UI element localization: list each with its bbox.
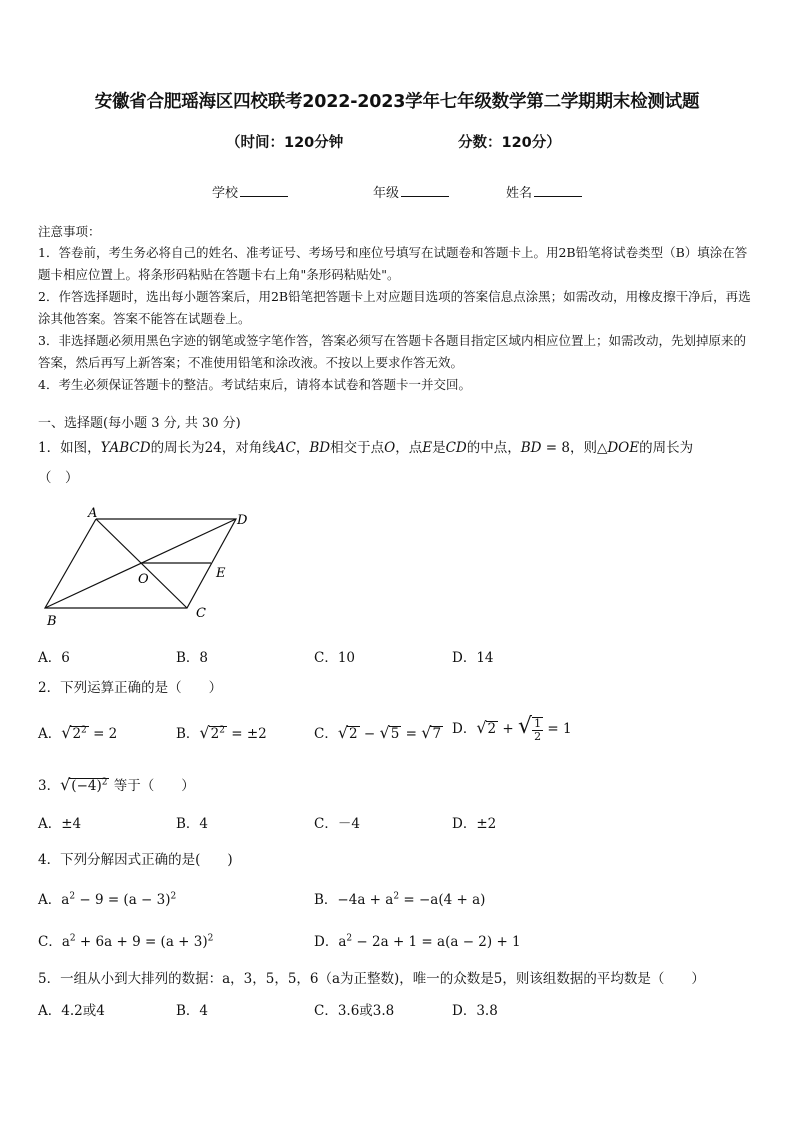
school-label: 学校 [212, 186, 239, 201]
name-blank[interactable] [534, 184, 582, 197]
parallelogram-figure [40, 505, 270, 630]
q1-text: 的中点， [466, 440, 521, 456]
q2-option-label: A． [38, 726, 62, 742]
q1-text: 1．如图， [38, 440, 101, 456]
exam-title: 安徽省合肥瑶海区四校联考2022-2023学年七年级数学第二学期期末检测试题 [94, 92, 700, 112]
q2-option-c[interactable]: C．√2 − √5 = √7 [314, 723, 442, 742]
q4-option-a[interactable]: A．$a^2 - 9 = (a - 3)^2$ [38, 891, 177, 908]
label-b: B [47, 614, 57, 629]
question-1-stem: 1．如图，ΥABCD的周长为24，对角线AC，BD相交于点O，点E是CD的中点，BD = 8，则△DOE的周长为 [38, 440, 694, 456]
q2-option-b[interactable]: B．$√2^2 = \pm 2$ [176, 723, 267, 742]
q2-option-label: C． [314, 726, 338, 742]
q2-option-label: D． [452, 721, 477, 737]
q4-option-label: D． [314, 934, 339, 950]
name-label: 姓名 [506, 186, 533, 201]
q3-option-b[interactable]: B．4 [176, 816, 209, 832]
exam-score: 分数：120分） [458, 135, 561, 151]
q1-option-a[interactable]: A．6 [38, 650, 70, 666]
q4-option-b[interactable]: B．$-4a + a^2 = -a(4 + a)$ [314, 891, 486, 908]
q2-option-d[interactable]: D．√2 + √ $\frac{1}{2}$ = 1 [452, 714, 572, 743]
grade-label: 年级 [373, 186, 400, 201]
label-e: E [216, 566, 226, 581]
q3-text: 等于（ ） [113, 778, 195, 794]
label-a: A [88, 506, 98, 521]
q4-option-label: C． [38, 934, 62, 950]
notice-item-4: 4．考生必须保证答题卡的整洁。考试结束后，请将本试卷和答题卡一并交回。 [38, 377, 471, 392]
notice-item-3: 3．非选择题必须用黑色字迹的钢笔或签字笔作答，答案必须写在答题卡各题目指定区域内相应位置上；如需改动，先划掉原来的答案，然后再写上新答案；不准使用铅笔和涂改液。不按以上要求作答无效。 [38, 333, 746, 370]
question-3-stem: 3．$√(-4)^2$ 等于（ ） [38, 775, 195, 794]
school-blank[interactable] [240, 184, 288, 197]
notice-heading: 注意事项： [38, 224, 101, 239]
school-field [212, 182, 288, 201]
q1-text: ，则 [569, 440, 597, 456]
q1-text: 是 [432, 440, 446, 456]
q1-option-d[interactable]: D．14 [452, 650, 494, 666]
question-5-stem: 5．一组从小到大排列的数据：a，3，5，5，6（a为正整数)，唯一的众数是5，则该组数据的平均数是（ ） [38, 971, 705, 987]
question-1-blank: （ ） [38, 470, 79, 486]
q5-option-a[interactable]: A．4.2或4 [38, 1003, 105, 1019]
q5-option-b[interactable]: B．4 [176, 1003, 209, 1019]
q1-text: 的周长为 [150, 440, 205, 456]
label-c: C [196, 606, 206, 621]
q5-option-c[interactable]: C．3.6或3.8 [314, 1003, 395, 1019]
grade-blank[interactable] [401, 184, 449, 197]
q1-option-b[interactable]: B．8 [176, 650, 209, 666]
q4-option-c[interactable]: C．$a^2 + 6a + 9 = (a + 3)^2$ [38, 933, 214, 950]
grade-field [373, 182, 449, 201]
q3-option-d[interactable]: D．±2 [452, 816, 497, 832]
question-2-stem: 2．下列运算正确的是（ ） [38, 680, 223, 696]
q1-text: 的周长为 [639, 440, 694, 456]
q2-option-label: B． [176, 726, 200, 742]
q3-option-a[interactable]: A．±4 [38, 816, 82, 832]
q1-text: 相交于点 [330, 440, 385, 456]
q2-option-a[interactable]: A．$√2^2 = 2$ [38, 723, 118, 742]
q1-number: 24 [204, 440, 222, 456]
exam-time: （时间：120分钟 [226, 135, 344, 151]
q4-option-d[interactable]: D．$a^2 - 2a + 1 = a(a - 2) + 1$ [314, 933, 521, 950]
question-4-stem: 4．下列分解因式正确的是( ) [38, 852, 233, 868]
q1-text: ，对角线 [221, 440, 276, 456]
notice-item-1: 1．答卷前，考生务必将自己的姓名、准考证号、考场号和座位号填写在试题卷和答题卡上。用2B铅笔将试卷类型（B）填涂在答题卡相应位置上。将条形码粘贴在答题卡右上角"条形码粘贴处"。 [38, 245, 748, 282]
name-field [506, 182, 582, 201]
q1-option-c[interactable]: C．10 [314, 650, 356, 666]
q1-text: ，点 [395, 440, 423, 456]
label-d: D [237, 513, 248, 528]
label-o: O [138, 572, 149, 587]
q4-option-label: A． [38, 892, 62, 908]
section-heading: 一、选择题(每小题 3 分, 共 30 分) [38, 416, 241, 431]
q3-option-c[interactable]: C．－4 [314, 816, 360, 832]
q5-option-d[interactable]: D．3.8 [452, 1003, 498, 1019]
notice-item-2: 2．作答选择题时，选出每小题答案后，用2B铅笔把答题卡上对应题目选项的答案信息点涂黑；如需改动，用橡皮擦干净后，再选涂其他答案。答案不能答在试题卷上。 [38, 289, 751, 326]
q4-option-label: B． [314, 892, 338, 908]
q1-text: ， [295, 440, 310, 456]
